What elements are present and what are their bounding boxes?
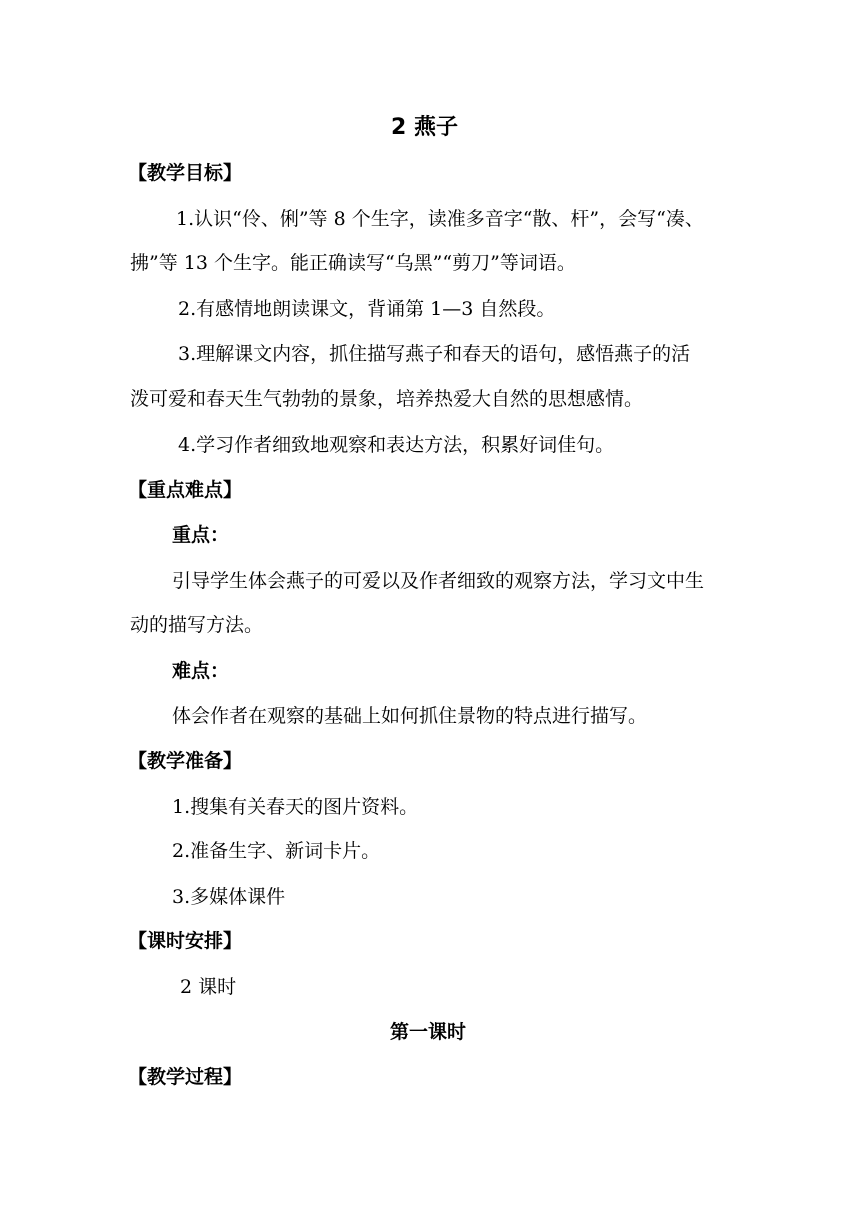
preparation-item-2: 2.准备生字、新词卡片。: [172, 840, 381, 862]
objective-item-2: 2.有感情地朗读课文，背诵第 1—3 自然段。: [178, 298, 556, 320]
objectives-heading: 【教学目标】: [128, 162, 243, 184]
process-heading: 【教学过程】: [128, 1066, 243, 1088]
key-points-heading: 【重点难点】: [128, 479, 243, 501]
preparation-item-1: 1.搜集有关春天的图片资料。: [172, 796, 419, 818]
lesson-one-heading: 第一课时: [390, 1021, 467, 1043]
preparation-item-3: 3.多媒体课件: [172, 886, 286, 908]
objective-item-1-line-1: 1.认识“伶、俐”等 8 个生字，读准多音字“散、杆”，会写“凑、: [176, 208, 704, 230]
objective-item-4: 4.学习作者细致地观察和表达方法，积累好词佳句。: [178, 434, 615, 456]
difficulty-text: 体会作者在观察的基础上如何抓住景物的特点进行描写。: [172, 705, 648, 727]
document-title: 2 燕子: [391, 115, 458, 140]
focus-label: 重点：: [172, 524, 230, 546]
preparation-heading: 【教学准备】: [128, 750, 243, 772]
difficulty-label: 难点：: [172, 660, 230, 682]
objective-item-3-line-2: 泼可爱和春天生气勃勃的景象，培养热爱大自然的思想感情。: [130, 388, 644, 410]
schedule-text: 2 课时: [180, 976, 237, 998]
focus-text-line-2: 动的描写方法。: [130, 614, 264, 636]
focus-text-line-1: 引导学生体会燕子的可爱以及作者细致的观察方法，学习文中生: [172, 570, 705, 592]
objective-item-1-line-2: 拂”等 13 个生字。能正确读写“乌黑”“剪刀”等词语。: [130, 252, 576, 274]
objective-item-3-line-1: 3.理解课文内容，抓住描写燕子和春天的语句，感悟燕子的活: [178, 343, 691, 365]
schedule-heading: 【课时安排】: [128, 930, 243, 952]
